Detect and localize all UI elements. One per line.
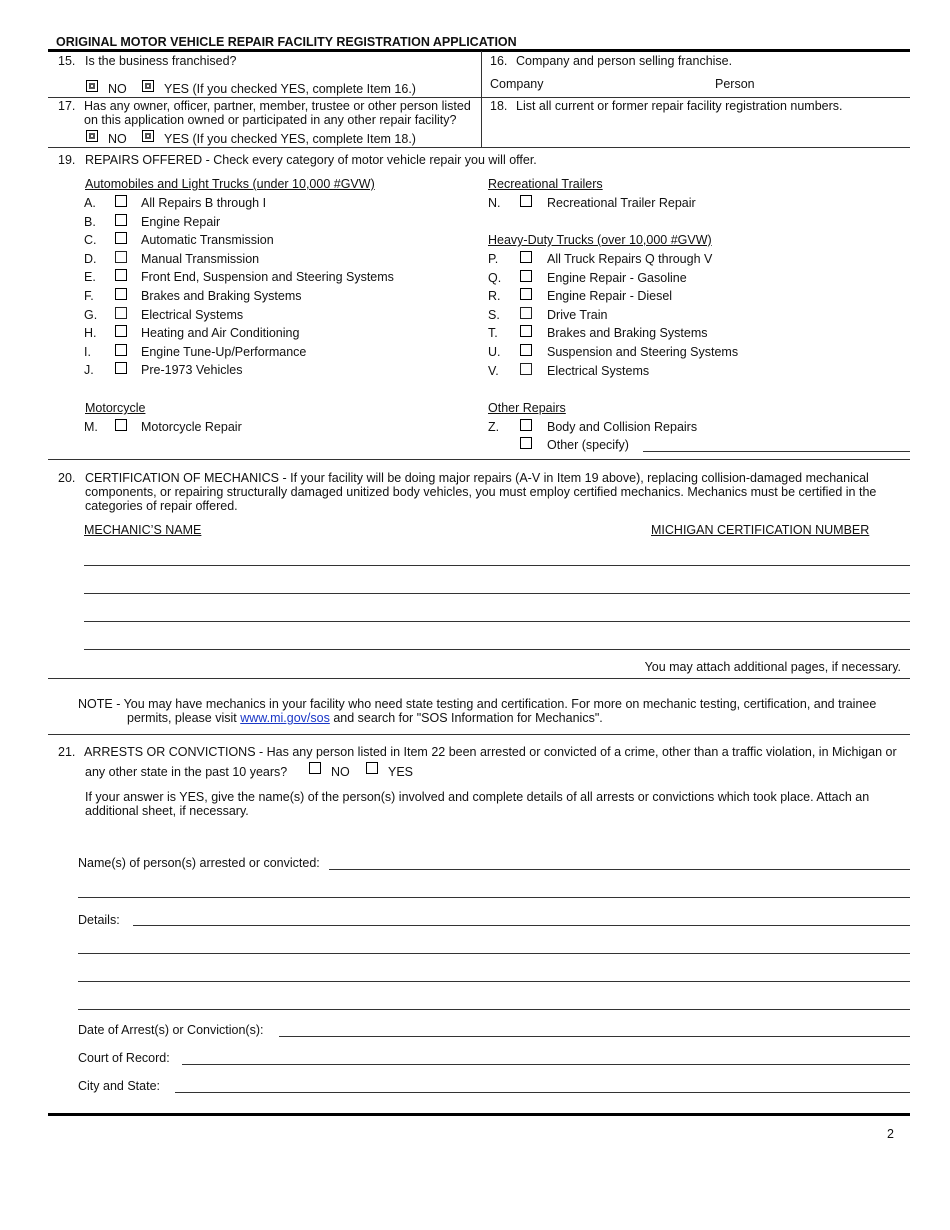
other-specify-label: Other (specify) [547,438,629,452]
page-number: 2 [887,1127,894,1141]
names-field[interactable] [329,869,910,870]
repair-label: Automatic Transmission [141,233,274,248]
item-16-question: Company and person selling franchise. [516,54,733,68]
heavy-duty-repair-checkbox[interactable] [520,325,532,337]
repair-label: Engine Repair [141,214,221,229]
row-rule [48,678,910,679]
certification-number-heading: MICHIGAN CERTIFICATION NUMBER [651,523,870,537]
motorcycle-heading: Motorcycle [85,401,146,415]
item-21-question-line2: any other state in the past 10 years? [85,765,288,779]
auto-repair-checkbox[interactable] [115,232,127,244]
recreational-heading: Recreational Trailers [488,177,603,191]
repair-letter: I. [84,344,91,359]
repair-letter: M. [84,420,98,434]
item-18-number: 18. [490,99,508,113]
repair-label: Brakes and Braking Systems [141,289,302,303]
heavy-duty-repair-checkbox[interactable] [520,288,532,300]
item-21-question-line1: ARRESTS OR CONVICTIONS - Has any person listed in Item 22 been arrested or convicted of a crime, other than a traffic violation, in Michigan or [84,745,897,759]
court-field[interactable] [182,1064,910,1065]
repair-letter: S. [488,307,500,322]
auto-repair-checkbox[interactable] [115,362,127,374]
repair-letter: D. [84,251,97,266]
item-21-yes-label: YES [388,765,414,779]
item-17-no-checkbox[interactable] [86,130,98,142]
repair-label: Manual Transmission [141,251,260,266]
item-19-question: REPAIRS OFFERED - Check every category of motor vehicle repair you will offer. [85,153,537,167]
repair-label: Drive Train [547,307,608,322]
repair-letter: R. [488,289,501,304]
repair-letter: F. [84,289,94,303]
mechanic-name-heading: MECHANIC’S NAME [84,523,202,537]
repair-label: Recreational Trailer Repair [547,196,696,210]
repair-letter: V. [488,363,499,378]
other-repair-checkbox[interactable] [520,437,532,449]
item-21-instructions: If your answer is YES, give the name(s) of the person(s) involved and complete details of all arrests or convictions which took place. Attach an additional sheet, if necessary. [85,790,870,818]
row-rule [48,97,910,98]
details-label: Details: [78,913,120,927]
details-field-continued[interactable] [78,953,910,954]
auto-repair-checkbox[interactable] [115,325,127,337]
item-21-yes-checkbox[interactable] [366,762,378,774]
details-field-continued[interactable] [78,981,910,982]
repair-label: All Repairs B through I [141,196,267,210]
note-line2-start: permits, please visit [127,711,241,725]
item-17-no-label: NO [108,132,127,146]
repair-letter: P. [488,252,499,266]
repair-label: All Truck Repairs Q through V [547,252,713,266]
attach-pages-note: You may attach additional pages, if necessary. [644,660,901,674]
item-15-no-label: NO [108,82,127,96]
item-15-no-checkbox[interactable] [86,80,98,92]
item-15-yes-label: YES (If you checked YES, complete Item 16.) [164,82,416,96]
item-15-question: Is the business franchised? [85,54,237,68]
date-label: Date of Arrest(s) or Conviction(s): [78,1023,264,1037]
item-20-number: 20. [58,471,76,485]
repair-label: Front End, Suspension and Steering Systems [141,270,394,285]
item-17-number: 17. [58,99,76,113]
repair-label: Pre-1973 Vehicles [141,363,243,378]
item-20-text: CERTIFICATION OF MECHANICS - If your facility will be doing major repairs (A-V in Item 19 above), replacing collision-damaged mechanical components, or repairing structurally damaged unitized body vehicles, you must employ certified mechanics. Mechanics must be certified in the categories of repair offered. [85,471,877,513]
other-repairs-heading: Other Repairs [488,401,566,415]
auto-repair-checkbox[interactable] [115,344,127,356]
note-line2 [127,711,603,725]
form-title: ORIGINAL MOTOR VEHICLE REPAIR FACILITY REGISTRATION APPLICATION [56,35,517,49]
item-15-number: 15. [58,54,76,68]
repair-letter: G. [84,307,98,322]
repair-label: Electrical Systems [547,363,650,378]
repair-label: Engine Repair - Gasoline [547,270,687,285]
item-15-yes-checkbox[interactable] [142,80,154,92]
other-specify-field[interactable] [643,451,910,452]
heavy-duty-heading: Heavy-Duty Trucks (over 10,000 #GVW) [488,233,712,247]
item-16-company-label: Company [490,77,544,91]
names-field-continued[interactable] [78,897,910,898]
city-state-label: City and State: [78,1079,160,1093]
auto-heading: Automobiles and Light Trucks (under 10,000 #GVW) [85,177,375,191]
repair-label: Electrical Systems [141,307,244,322]
mechanic-entry-line[interactable] [84,649,910,650]
item-16-person-label: Person [715,77,755,91]
repair-label: Heating and Air Conditioning [141,326,300,341]
item-21-number: 21. [58,745,76,759]
heavy-duty-repair-checkbox[interactable] [520,344,532,356]
auto-repair-checkbox[interactable] [115,251,127,263]
heavy-duty-repair-checkbox[interactable] [520,363,532,375]
city-state-field[interactable] [175,1092,910,1093]
item-17-yes-checkbox[interactable] [142,130,154,142]
bottom-rule [48,1113,910,1116]
mechanic-entry-line[interactable] [84,621,910,622]
repair-label: Brakes and Braking Systems [547,326,708,341]
repair-letter: N. [488,196,501,210]
item-17-question-line1: Has any owner, officer, partner, member, trustee or other person listed [84,99,471,113]
recreational-trailer-repair-checkbox[interactable] [520,195,532,207]
repair-letter: E. [84,270,96,285]
repair-letter: U. [488,345,501,359]
repair-label: Motorcycle Repair [141,420,242,434]
repair-letter: C. [84,233,97,248]
item-16-number: 16. [490,54,508,68]
repair-letter: A. [84,196,96,210]
title-rule [48,49,910,52]
heavy-duty-repair-checkbox[interactable] [520,270,532,282]
auto-repair-checkbox[interactable] [115,269,127,281]
mechanic-entry-line[interactable] [84,593,910,594]
item-17-question-line2: on this application owned or participated in any other repair facility? [84,113,457,127]
repair-letter: Q. [488,270,502,285]
note-line1: NOTE - You may have mechanics in your facility who need state testing and certification. For more on mechanic testing, certification, and trainee [78,697,877,711]
repair-label: Engine Repair - Diesel [547,289,673,304]
motorcycle-repair-checkbox[interactable] [115,419,127,431]
mechanic-entry-line[interactable] [84,565,910,566]
heavy-duty-repair-checkbox[interactable] [520,307,532,319]
repair-label: Body and Collision Repairs [547,420,698,434]
auto-repair-checkbox[interactable] [115,288,127,300]
item-19-number: 19. [58,153,76,167]
item-17-yes-label: YES (If you checked YES, complete Item 18.) [164,132,416,146]
row-rule [48,734,910,735]
repair-letter: Z. [488,420,500,434]
row-rule [48,459,910,460]
repair-label: Suspension and Steering Systems [547,345,739,359]
auto-repair-checkbox[interactable] [115,214,127,226]
repair-letter: J. [84,363,94,378]
column-divider [481,51,482,147]
court-label: Court of Record: [78,1051,170,1065]
heavy-duty-repair-checkbox[interactable] [520,251,532,263]
repair-letter: H. [84,326,97,341]
date-field[interactable] [279,1036,910,1037]
details-field-continued[interactable] [78,1009,910,1010]
row-rule [48,147,910,148]
note-line2-end: and search for "SOS Information for Mechanics". [329,711,603,725]
repair-letter: B. [84,214,96,229]
item-18-question: List all current or former repair facility registration numbers. [516,99,843,113]
auto-repair-checkbox[interactable] [115,307,127,319]
repair-label: Engine Tune-Up/Performance [141,344,307,359]
auto-repair-checkbox[interactable] [115,195,127,207]
sos-website-link[interactable]: www.mi.gov/sos [240,711,330,725]
names-label: Name(s) of person(s) arrested or convicted: [78,856,320,870]
details-field[interactable] [133,925,910,926]
repair-letter: T. [488,326,498,341]
item-21-no-label: NO [331,765,350,779]
body-collision-repair-checkbox[interactable] [520,419,532,431]
item-21-no-checkbox[interactable] [309,762,321,774]
